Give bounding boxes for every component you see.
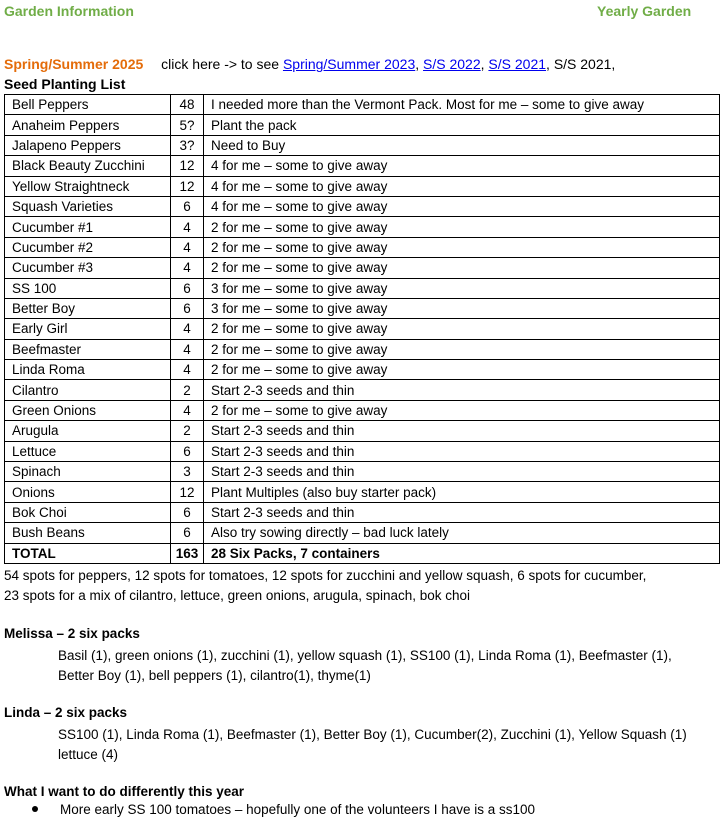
total-qty-cell: 163 <box>171 543 204 563</box>
total-label-cell: TOTAL <box>5 543 171 563</box>
table-row <box>5 135 720 155</box>
link-ss-2021[interactable]: S/S 2021 <box>488 56 547 72</box>
seed-note-cell: 2 for me – some to give away <box>204 319 720 339</box>
table-row <box>5 339 720 359</box>
seed-qty-cell: 6 <box>171 502 204 522</box>
seed-qty-cell: 6 <box>171 441 204 461</box>
seed-note-cell: 4 for me – some to give away <box>204 156 720 176</box>
table-row <box>5 400 720 420</box>
seed-note-cell: Start 2-3 seeds and thin <box>204 462 720 482</box>
link-ss-2023[interactable]: Spring/Summer 2023 <box>282 56 416 72</box>
seed-qty-cell: 6 <box>171 298 204 318</box>
table-row <box>5 217 720 237</box>
seed-name-cell: Better Boy <box>5 298 171 318</box>
seed-qty-cell: 4 <box>171 360 204 380</box>
seed-note-cell: 4 for me – some to give away <box>204 196 720 216</box>
season-label: Spring/Summer 2025 <box>4 56 144 72</box>
table-row <box>5 482 720 502</box>
table-row <box>5 441 720 461</box>
seed-note-cell: Need to Buy <box>204 135 720 155</box>
seed-qty-cell: 4 <box>171 339 204 359</box>
seed-name-cell: SS 100 <box>5 278 171 298</box>
seed-name-cell: Cilantro <box>5 380 171 400</box>
seed-name-cell: Lettuce <box>5 441 171 461</box>
seed-qty-cell: 48 <box>171 95 204 115</box>
table-row <box>5 502 720 522</box>
seed-name-cell: Anaheim Peppers <box>5 115 171 135</box>
seed-note-cell: 3 for me – some to give away <box>204 278 720 298</box>
seed-note-cell: 2 for me – some to give away <box>204 217 720 237</box>
seed-qty-cell: 5? <box>171 115 204 135</box>
melissa-text: Basil (1), green onions (1), zucchini (1), yellow squash (1), SS100 (1), Linda Roma (1), Beefmaster (1), Better Boy (1), bell peppers (1), cilantro(1), thyme(1) <box>58 648 672 683</box>
bullet-dot-icon <box>32 806 38 812</box>
total-note-cell: 28 Six Packs, 7 containers <box>204 543 720 563</box>
seed-qty-cell: 4 <box>171 319 204 339</box>
seed-note-cell: I needed more than the Vermont Pack. Most for me – some to give away <box>204 95 720 115</box>
table-row <box>5 319 720 339</box>
seed-qty-cell: 6 <box>171 523 204 543</box>
seed-qty-cell: 12 <box>171 176 204 196</box>
spots-paragraph: 54 spots for peppers, 12 spots for tomatoes, 12 spots for zucchini and yellow squash, 6 spots for cucumber, 23 spots for a mix of cilantro, lettuce, green onions, arugula, spinach, bok choi <box>4 568 647 603</box>
table-row <box>5 115 720 135</box>
seed-name-cell: Linda Roma <box>5 360 171 380</box>
seed-name-cell: Jalapeno Peppers <box>5 135 171 155</box>
linda-heading: Linda – 2 six packs <box>4 705 128 720</box>
seed-qty-cell: 4 <box>171 258 204 278</box>
table-row <box>5 421 720 441</box>
intro-line: Spring/Summer 2025 click here -> to see Spring/Summer 2023, S/S 2022, S/S 2021, S/S 2021, <box>4 56 616 72</box>
seed-note-cell: Also try sowing directly – bad luck lately <box>204 523 720 543</box>
seed-note-cell: 4 for me – some to give away <box>204 176 720 196</box>
seed-name-cell: Bell Peppers <box>5 95 171 115</box>
table-row <box>5 156 720 176</box>
table-row <box>5 176 720 196</box>
seed-qty-cell: 2 <box>171 421 204 441</box>
seed-note-cell: 2 for me – some to give away <box>204 258 720 278</box>
table-total-row <box>5 543 720 563</box>
linda-text: SS100 (1), Linda Roma (1), Beefmaster (1), Better Boy (1), Cucumber(2), Zucchini (1), Yellow Squash (1) lettuce (4) <box>58 727 687 762</box>
seed-name-cell: Squash Varieties <box>5 196 171 216</box>
seed-name-cell: Early Girl <box>5 319 171 339</box>
seed-note-cell: Plant Multiples (also buy starter pack) <box>204 482 720 502</box>
seed-note-cell: Start 2-3 seeds and thin <box>204 441 720 461</box>
seed-note-cell: Start 2-3 seeds and thin <box>204 421 720 441</box>
header-left-title: Garden Information <box>4 3 134 19</box>
table-row <box>5 462 720 482</box>
seed-name-cell: Spinach <box>5 462 171 482</box>
seed-name-cell: Arugula <box>5 421 171 441</box>
seed-name-cell: Yellow Straightneck <box>5 176 171 196</box>
seed-note-cell: 2 for me – some to give away <box>204 339 720 359</box>
link-ss-2022[interactable]: S/S 2022 <box>423 56 481 72</box>
differently-bullet <box>4 802 535 817</box>
seed-qty-cell: 4 <box>171 237 204 257</box>
click-text: click here -> to see <box>161 56 280 72</box>
seed-note-cell: 3 for me – some to give away <box>204 298 720 318</box>
seed-name-cell: Bush Beans <box>5 523 171 543</box>
seed-note-cell: 2 for me – some to give away <box>204 400 720 420</box>
seed-note-cell: Start 2-3 seeds and thin <box>204 502 720 522</box>
table-row <box>5 196 720 216</box>
seed-note-cell: Plant the pack <box>204 115 720 135</box>
table-row <box>5 523 720 543</box>
table-row <box>5 237 720 257</box>
seed-name-cell: Cucumber #2 <box>5 237 171 257</box>
seed-qty-cell: 12 <box>171 482 204 502</box>
seed-name-cell: Cucumber #3 <box>5 258 171 278</box>
seed-note-cell: 2 for me – some to give away <box>204 237 720 257</box>
plain-ss-2021: S/S 2021, <box>553 56 616 72</box>
header-right-title: Yearly Garden <box>597 3 692 19</box>
seed-qty-cell: 6 <box>171 196 204 216</box>
seed-name-cell: Black Beauty Zucchini <box>5 156 171 176</box>
table-row <box>5 298 720 318</box>
table-row <box>5 258 720 278</box>
seed-note-cell: Start 2-3 seeds and thin <box>204 380 720 400</box>
seed-name-cell: Cucumber #1 <box>5 217 171 237</box>
seed-name-cell: Bok Choi <box>5 502 171 522</box>
table-row <box>5 95 720 115</box>
seed-qty-cell: 6 <box>171 278 204 298</box>
seed-note-cell: 2 for me – some to give away <box>204 360 720 380</box>
seed-qty-cell: 4 <box>171 217 204 237</box>
table-row <box>5 380 720 400</box>
seed-name-cell: Beefmaster <box>5 339 171 359</box>
seed-name-cell: Green Onions <box>5 400 171 420</box>
seed-qty-cell: 3 <box>171 462 204 482</box>
seed-qty-cell: 3? <box>171 135 204 155</box>
melissa-heading: Melissa – 2 six packs <box>4 626 140 641</box>
differently-heading: What I want to do differently this year <box>4 784 245 799</box>
seed-name-cell: Onions <box>5 482 171 502</box>
seed-qty-cell: 12 <box>171 156 204 176</box>
table-row <box>5 360 720 380</box>
seed-qty-cell: 4 <box>171 400 204 420</box>
seed-qty-cell: 2 <box>171 380 204 400</box>
seed-planting-table <box>4 94 720 564</box>
bullet-text: More early SS 100 tomatoes – hopefully one of the volunteers I have is a ss100 <box>60 802 536 817</box>
seed-list-title: Seed Planting List <box>4 76 126 92</box>
table-row <box>5 278 720 298</box>
